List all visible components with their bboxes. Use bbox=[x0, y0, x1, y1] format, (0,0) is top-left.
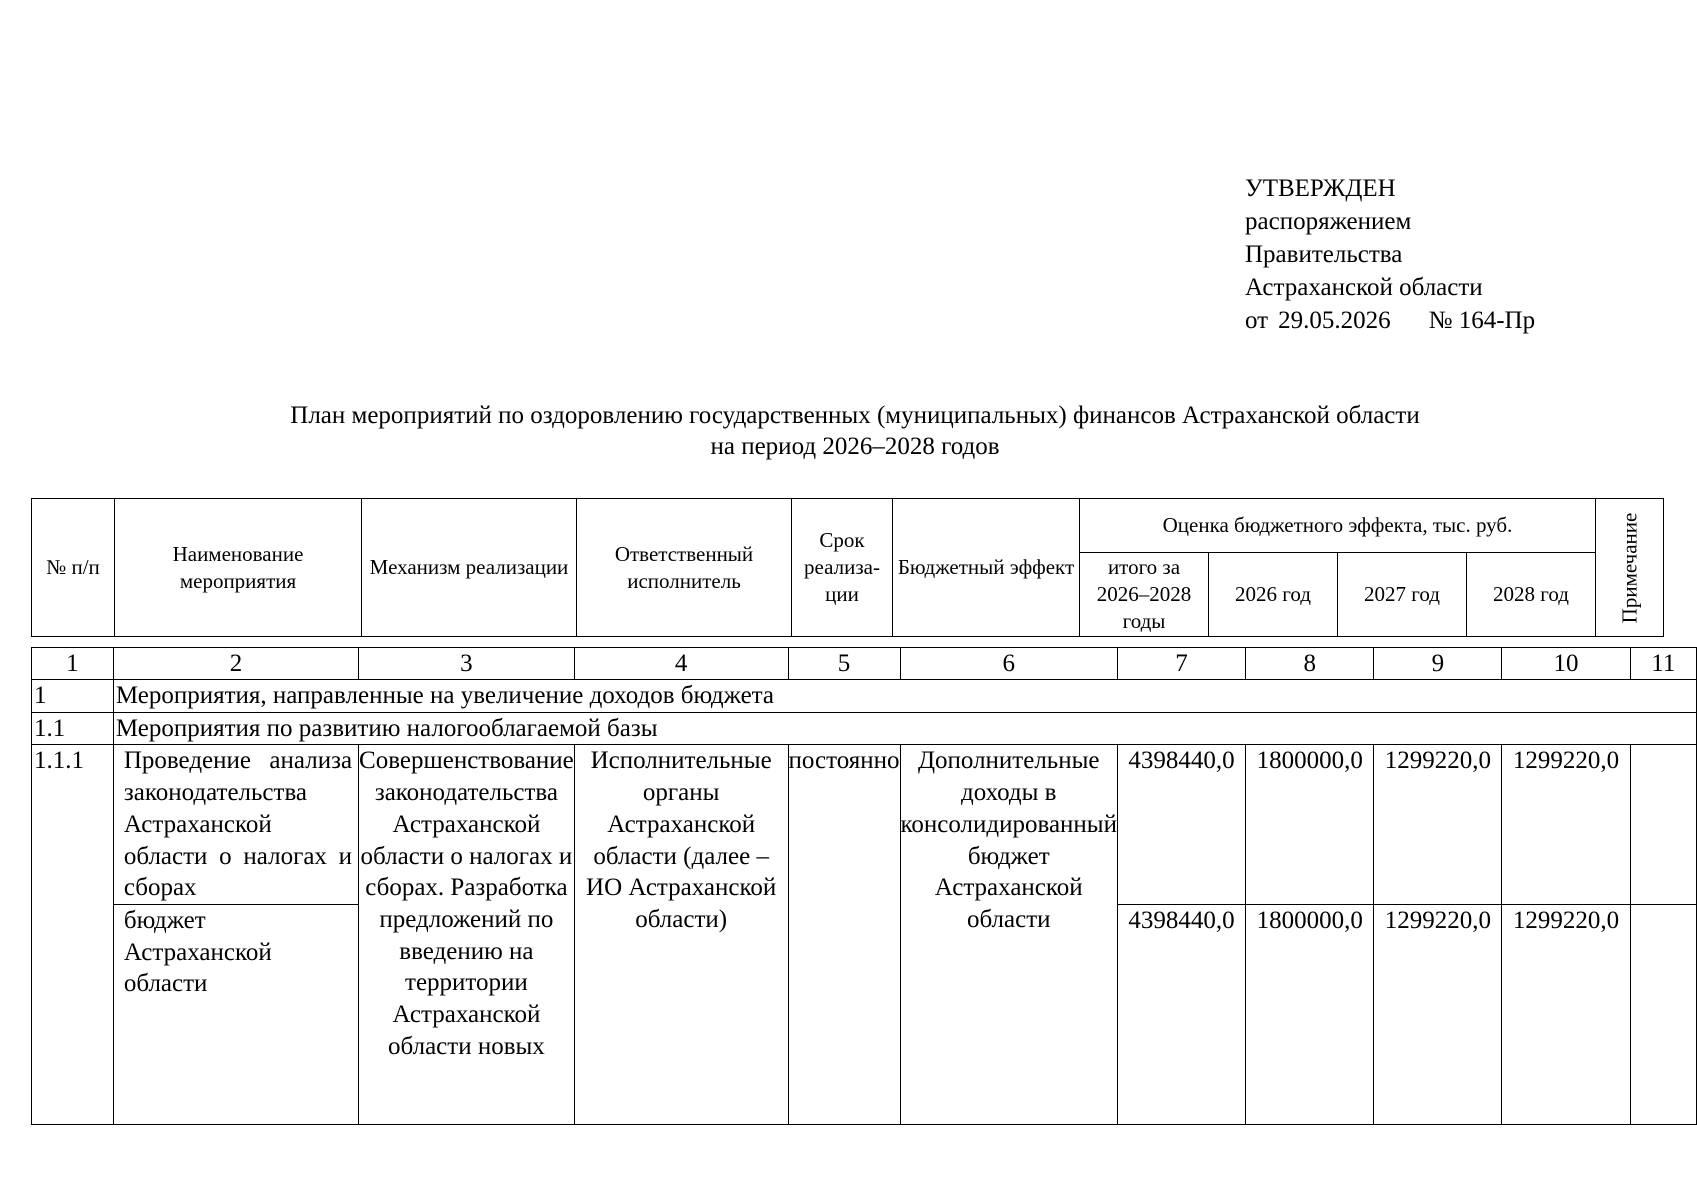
row-name-sub: бюджет Астраханской области bbox=[113, 904, 358, 1124]
header-name: Наименование мероприятия bbox=[115, 499, 362, 637]
column-number: 8 bbox=[1246, 648, 1374, 680]
subsection-title: Мероприятия по развитию налогооблагаемой базы bbox=[113, 712, 1696, 745]
title-line-1: План мероприятий по оздоровлению государственных (муниципальных) финансов Астраханской области bbox=[290, 402, 1420, 429]
row-number: 1.1.1 bbox=[32, 745, 114, 1125]
header-estimate: Оценка бюджетного эффекта, тыс. руб. bbox=[1080, 499, 1596, 553]
header-executor: Ответственный исполнитель bbox=[577, 499, 792, 637]
approval-from-label: от bbox=[1245, 307, 1269, 334]
section-row bbox=[32, 680, 1697, 713]
subsection-row bbox=[32, 712, 1697, 745]
row-2028-value: 1299220,0 bbox=[1502, 745, 1630, 905]
column-number: 1 bbox=[32, 648, 114, 680]
column-number: 11 bbox=[1630, 648, 1696, 680]
row-sub-2027-value: 1299220,0 bbox=[1374, 904, 1502, 1124]
header-effect: Бюджетный эффект bbox=[893, 499, 1080, 637]
table-header bbox=[31, 498, 1664, 637]
title-line-2: на период 2026–2028 годов bbox=[710, 433, 1000, 460]
row-mechanism: Совершенствование законодательства Астраханской области о налогах и сборах. Разработка предложений по введению на территории Астраханской области новых bbox=[359, 745, 575, 1125]
row-total-value: 4398440,0 bbox=[1117, 745, 1245, 905]
header-note bbox=[1596, 499, 1664, 637]
column-number-row bbox=[32, 648, 1697, 680]
subsection-number: 1.1 bbox=[32, 712, 114, 745]
approval-stamp bbox=[1245, 172, 1535, 337]
row-sub-2026-value: 1800000,0 bbox=[1246, 904, 1374, 1124]
row-effect: Дополнительные доходы в консолидированный бюджет Астраханской области bbox=[900, 745, 1117, 1125]
column-number: 2 bbox=[113, 648, 358, 680]
approval-line: распоряжением bbox=[1245, 208, 1412, 235]
row-2027-value: 1299220,0 bbox=[1374, 745, 1502, 905]
section-number: 1 bbox=[32, 680, 114, 713]
column-number: 7 bbox=[1117, 648, 1245, 680]
approval-number: № 164-Пр bbox=[1428, 307, 1536, 334]
approval-date: 29.05.2026 bbox=[1278, 307, 1391, 334]
table-body bbox=[31, 647, 1697, 1125]
header-2028: 2028 год bbox=[1467, 553, 1596, 637]
column-number: 10 bbox=[1502, 648, 1630, 680]
header-num: № п/п bbox=[32, 499, 115, 637]
section-title: Мероприятия, направленные на увеличение доходов бюджета bbox=[113, 680, 1696, 713]
column-number: 5 bbox=[788, 648, 900, 680]
approval-line: УТВЕРЖДЕН bbox=[1245, 175, 1396, 202]
row-sub-total-value: 4398440,0 bbox=[1117, 904, 1245, 1124]
header-note-label: Примечание bbox=[1617, 512, 1641, 623]
row-sub-2028-value: 1299220,0 bbox=[1502, 904, 1630, 1124]
header-2027: 2027 год bbox=[1338, 553, 1467, 637]
row-note bbox=[1630, 745, 1696, 905]
header-mechanism: Механизм реализации bbox=[362, 499, 577, 637]
approval-date-line bbox=[1245, 304, 1535, 337]
approval-line: Правительства bbox=[1245, 241, 1403, 268]
header-2026: 2026 год bbox=[1209, 553, 1338, 637]
row-executor: Исполнительные органы Астраханской области (далее – ИО Астраханской области) bbox=[574, 745, 788, 1125]
table-row bbox=[32, 745, 1697, 905]
header-term: Срок реализа-ции bbox=[792, 499, 893, 637]
document-title bbox=[0, 400, 1697, 462]
row-sub-note bbox=[1630, 904, 1696, 1124]
header-total: итого за 2026–2028 годы bbox=[1080, 553, 1209, 637]
column-number: 4 bbox=[574, 648, 788, 680]
column-number: 6 bbox=[900, 648, 1117, 680]
approval-line: Астраханской области bbox=[1245, 274, 1483, 301]
row-term: постоянно bbox=[788, 745, 900, 1125]
column-number: 9 bbox=[1374, 648, 1502, 680]
row-2026-value: 1800000,0 bbox=[1246, 745, 1374, 905]
row-name: Проведение анализа законодательства Астраханской области о налогах и сборах bbox=[113, 745, 358, 905]
column-number: 3 bbox=[359, 648, 575, 680]
